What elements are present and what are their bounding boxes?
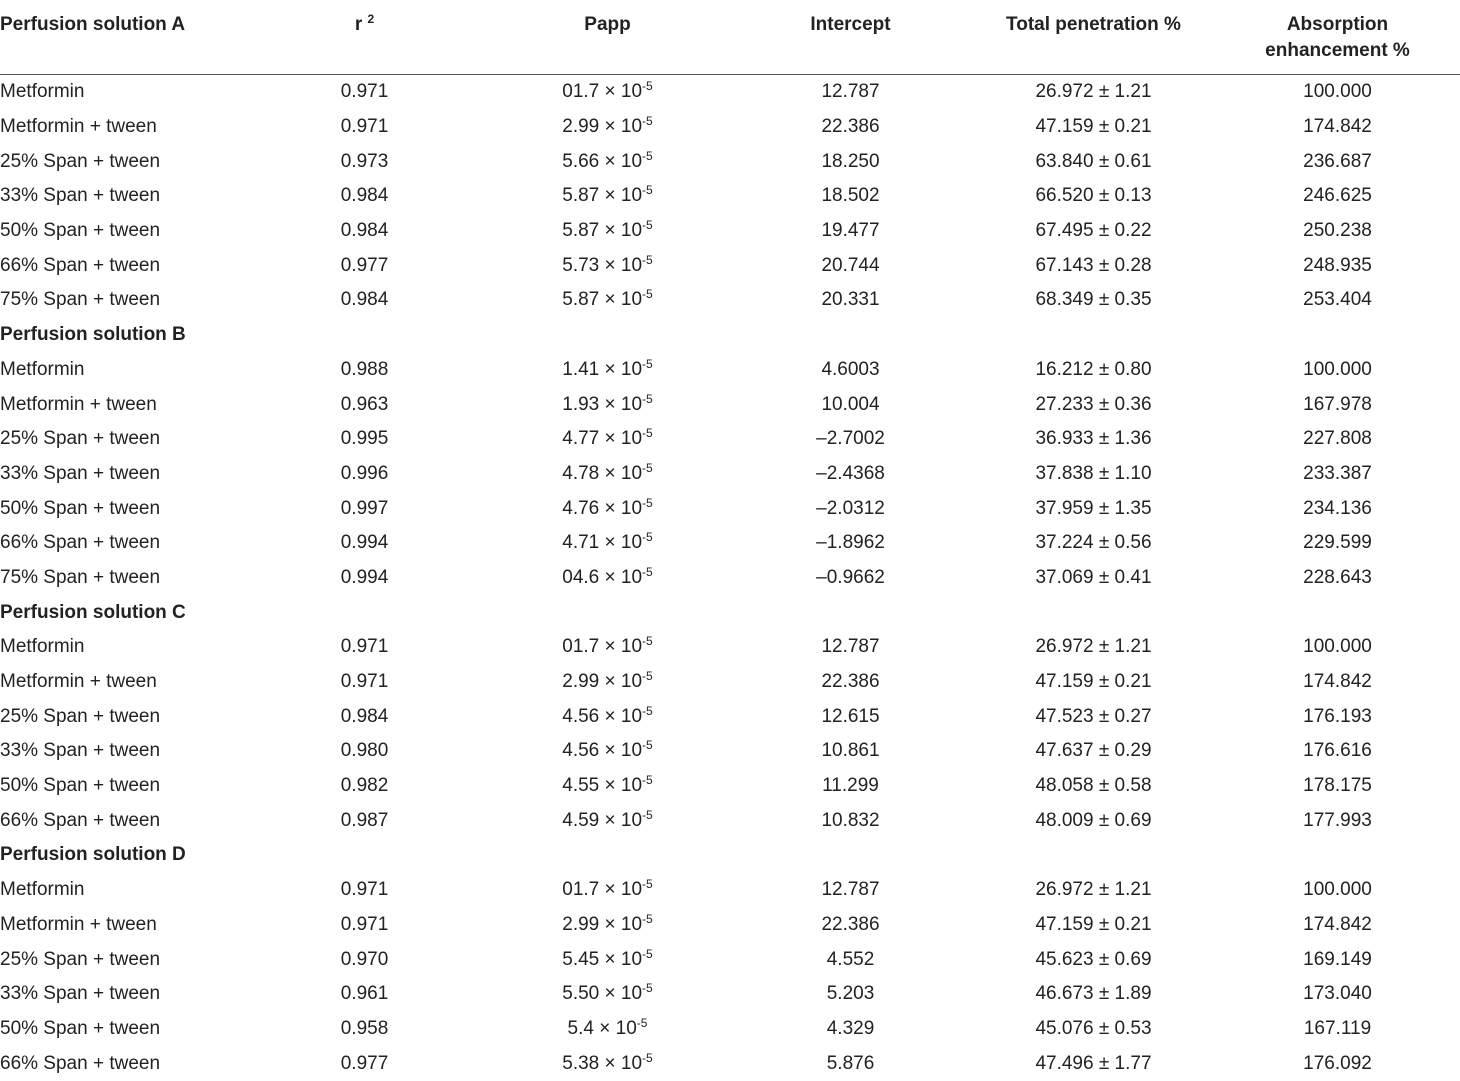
cell-absorption-enhancement: 169.149 (1303, 948, 1372, 970)
cell-sample-name: 50% Span + tween (0, 220, 161, 242)
papp-exponent: -5 (636, 1015, 648, 1030)
cell-sample-name: Metformin (0, 358, 85, 380)
cell-total-penetration: 46.673 ± 1.89 (1035, 983, 1152, 1005)
cell-intercept: 12.787 (821, 81, 880, 103)
papp-value: 4.76 (562, 497, 600, 519)
cell-r-squared: 0.980 (340, 740, 389, 762)
cell-absorption-enhancement: 167.119 (1303, 1017, 1372, 1039)
papp-value: 5.4 (567, 1017, 594, 1039)
papp-times: × 10 (604, 497, 643, 519)
header-absorption-line1: Absorption (1286, 14, 1389, 35)
papp-times: × 10 (604, 566, 643, 588)
cell-absorption-enhancement: 100.000 (1303, 358, 1372, 380)
papp-exponent: -5 (642, 738, 653, 753)
cell-papp (486, 491, 729, 526)
section-title: Perfusion solution B (0, 324, 186, 346)
papp-times: × 10 (604, 879, 643, 901)
papp-exponent: -5 (642, 877, 653, 892)
header-r-squared (243, 0, 486, 75)
cell-sample-name: 25% Span + tween (0, 428, 161, 450)
papp-exponent: -5 (642, 79, 653, 94)
cell-total-penetration: 47.637 ± 0.29 (1035, 740, 1152, 762)
cell-sample-name: Metformin + tween (0, 116, 157, 138)
cell-total-penetration: 48.009 ± 0.69 (1035, 809, 1152, 831)
papp-exponent: -5 (642, 773, 653, 788)
table-row (0, 908, 1460, 943)
cell-absorption-enhancement: 100.000 (1303, 879, 1372, 901)
header-r-base: r (354, 14, 363, 35)
papp-times: × 10 (604, 358, 643, 380)
cell-intercept: 5.876 (826, 1052, 875, 1074)
papp-exponent: -5 (642, 634, 653, 649)
table-row (0, 665, 1460, 700)
papp-value: 01.7 (562, 636, 600, 658)
papp-exponent: -5 (642, 530, 653, 545)
cell-sample-name: 33% Span + tween (0, 185, 161, 207)
cell-sample-name: 25% Span + tween (0, 948, 161, 970)
cell-absorption-enhancement: 236.687 (1303, 150, 1372, 172)
cell-r-squared: 0.995 (340, 428, 389, 450)
cell-papp (486, 144, 729, 179)
cell-intercept: 22.386 (821, 116, 880, 138)
papp-value: 4.59 (562, 809, 600, 831)
cell-absorption-enhancement: 178.175 (1303, 775, 1372, 797)
cell-papp (486, 214, 729, 249)
cell-papp (486, 942, 729, 977)
cell-intercept: 10.832 (821, 809, 880, 831)
papp-times: × 10 (604, 150, 643, 172)
cell-r-squared: 0.971 (340, 671, 389, 693)
cell-intercept: 4.329 (826, 1017, 875, 1039)
cell-total-penetration: 68.349 ± 0.35 (1035, 289, 1152, 311)
papp-exponent: -5 (642, 564, 653, 579)
cell-absorption-enhancement: 227.808 (1303, 428, 1372, 450)
cell-total-penetration: 26.972 ± 1.21 (1035, 636, 1152, 658)
cell-r-squared: 0.971 (340, 636, 389, 658)
cell-papp (486, 699, 729, 734)
table-row (0, 942, 1460, 977)
cell-sample-name: 66% Span + tween (0, 1052, 161, 1074)
cell-sample-name: 25% Span + tween (0, 150, 161, 172)
papp-times: × 10 (604, 532, 643, 554)
cell-absorption-enhancement: 246.625 (1303, 185, 1372, 207)
cell-papp (486, 1012, 729, 1047)
cell-total-penetration: 36.933 ± 1.36 (1035, 428, 1152, 450)
cell-papp (486, 769, 729, 804)
papp-value: 5.66 (562, 150, 600, 172)
cell-papp (486, 1046, 729, 1081)
cell-r-squared: 0.971 (340, 81, 389, 103)
cell-r-squared: 0.984 (340, 185, 389, 207)
cell-absorption-enhancement: 177.993 (1303, 809, 1372, 831)
cell-total-penetration: 66.520 ± 0.13 (1035, 185, 1152, 207)
cell-r-squared: 0.984 (340, 705, 389, 727)
table-row (0, 699, 1460, 734)
table-row (0, 977, 1460, 1012)
papp-times: × 10 (604, 116, 643, 138)
papp-times: × 10 (604, 1052, 643, 1074)
cell-papp (486, 908, 729, 943)
header-total-penetration: Total penetration % (972, 0, 1215, 75)
cell-intercept: –0.9662 (816, 566, 885, 588)
cell-r-squared: 0.958 (340, 1017, 389, 1039)
papp-times: × 10 (604, 636, 643, 658)
table-row (0, 873, 1460, 908)
cell-papp (486, 110, 729, 145)
cell-total-penetration: 26.972 ± 1.21 (1035, 879, 1152, 901)
cell-absorption-enhancement: 174.842 (1303, 671, 1372, 693)
cell-r-squared: 0.997 (340, 497, 389, 519)
cell-intercept: –1.8962 (816, 532, 885, 554)
table-row (0, 144, 1460, 179)
cell-papp (486, 630, 729, 665)
cell-papp (486, 734, 729, 769)
cell-r-squared: 0.971 (340, 913, 389, 935)
cell-intercept: –2.0312 (816, 497, 885, 519)
cell-papp (486, 422, 729, 457)
papp-times: × 10 (604, 428, 643, 450)
cell-absorption-enhancement: 250.238 (1303, 220, 1372, 242)
cell-papp (486, 248, 729, 283)
cell-r-squared: 0.963 (340, 393, 389, 415)
cell-sample-name: 50% Span + tween (0, 497, 161, 519)
papp-times: × 10 (604, 289, 643, 311)
cell-intercept: 22.386 (821, 671, 880, 693)
cell-intercept: 11.299 (822, 775, 879, 797)
header-absorption-enhancement (1215, 0, 1460, 75)
cell-sample-name: Metformin (0, 81, 85, 103)
papp-times: × 10 (604, 220, 643, 242)
cell-papp (486, 873, 729, 908)
papp-times: × 10 (604, 671, 643, 693)
cell-sample-name: 33% Span + tween (0, 983, 161, 1005)
cell-intercept: 10.004 (821, 393, 880, 415)
papp-exponent: -5 (642, 218, 653, 233)
cell-absorption-enhancement: 174.842 (1303, 116, 1372, 138)
header-perfusion-solution-a: Perfusion solution A (0, 0, 243, 75)
section-header-row (0, 838, 1460, 873)
cell-papp (486, 457, 729, 492)
cell-total-penetration: 45.076 ± 0.53 (1035, 1017, 1152, 1039)
table-body (0, 75, 1460, 1081)
table-row (0, 630, 1460, 665)
cell-sample-name: 66% Span + tween (0, 809, 161, 831)
header-row (0, 0, 1460, 75)
section-header-row (0, 318, 1460, 353)
papp-value: 5.87 (562, 220, 600, 242)
cell-papp (486, 75, 729, 110)
table-row (0, 1012, 1460, 1047)
cell-total-penetration: 67.495 ± 0.22 (1035, 220, 1152, 242)
papp-value: 2.99 (562, 913, 600, 935)
table-row (0, 491, 1460, 526)
cell-absorption-enhancement: 167.978 (1303, 393, 1372, 415)
papp-exponent: -5 (642, 148, 653, 163)
papp-exponent: -5 (642, 981, 653, 996)
section-title: Perfusion solution C (0, 601, 186, 623)
papp-value: 5.73 (562, 254, 600, 276)
cell-total-penetration: 47.523 ± 0.27 (1035, 705, 1152, 727)
papp-value: 1.93 (562, 393, 600, 415)
cell-r-squared: 0.970 (340, 948, 389, 970)
papp-value: 4.77 (562, 428, 600, 450)
cell-absorption-enhancement: 248.935 (1303, 254, 1372, 276)
papp-exponent: -5 (642, 911, 653, 926)
cell-papp (486, 387, 729, 422)
cell-total-penetration: 48.058 ± 0.58 (1035, 775, 1152, 797)
papp-exponent: -5 (642, 183, 653, 198)
cell-intercept: 10.861 (821, 740, 880, 762)
papp-times: × 10 (604, 948, 643, 970)
cell-absorption-enhancement: 229.599 (1303, 532, 1372, 554)
papp-value: 5.87 (562, 289, 600, 311)
papp-value: 5.38 (562, 1052, 600, 1074)
table-row (0, 248, 1460, 283)
cell-absorption-enhancement: 173.040 (1303, 983, 1372, 1005)
cell-r-squared: 0.994 (340, 566, 389, 588)
papp-exponent: -5 (642, 460, 653, 475)
cell-absorption-enhancement: 100.000 (1303, 636, 1372, 658)
table-row (0, 214, 1460, 249)
cell-intercept: 20.744 (821, 254, 880, 276)
cell-absorption-enhancement: 253.404 (1303, 289, 1372, 311)
cell-r-squared: 0.977 (340, 254, 389, 276)
papp-value: 01.7 (562, 879, 600, 901)
table-row (0, 422, 1460, 457)
cell-r-squared: 0.982 (340, 775, 389, 797)
cell-papp (486, 665, 729, 700)
papp-value: 4.78 (562, 462, 600, 484)
table-row (0, 734, 1460, 769)
cell-sample-name: 75% Span + tween (0, 289, 161, 311)
cell-absorption-enhancement: 176.193 (1303, 705, 1372, 727)
cell-intercept: 4.6003 (821, 358, 880, 380)
papp-exponent: -5 (642, 495, 653, 510)
cell-total-penetration: 37.224 ± 0.56 (1035, 532, 1152, 554)
cell-intercept: 20.331 (821, 289, 880, 311)
cell-total-penetration: 27.233 ± 0.36 (1035, 393, 1152, 415)
cell-sample-name: Metformin + tween (0, 913, 157, 935)
cell-intercept: 12.787 (821, 879, 880, 901)
cell-total-penetration: 47.496 ± 1.77 (1035, 1052, 1152, 1074)
papp-times: × 10 (604, 81, 643, 103)
cell-papp (486, 977, 729, 1012)
cell-sample-name: 75% Span + tween (0, 566, 161, 588)
papp-times: × 10 (604, 462, 643, 484)
cell-sample-name: Metformin (0, 636, 85, 658)
table-row (0, 353, 1460, 388)
header-r-exponent: 2 (367, 12, 375, 26)
papp-exponent: -5 (642, 252, 653, 267)
cell-total-penetration: 47.159 ± 0.21 (1035, 116, 1152, 138)
cell-r-squared: 0.973 (340, 150, 389, 172)
cell-sample-name: 66% Span + tween (0, 532, 161, 554)
cell-intercept: 12.615 (821, 705, 880, 727)
papp-exponent: -5 (642, 391, 653, 406)
cell-intercept: –2.4368 (816, 462, 885, 484)
cell-total-penetration: 37.959 ± 1.35 (1035, 497, 1152, 519)
papp-times: × 10 (604, 705, 643, 727)
header-intercept: Intercept (729, 0, 972, 75)
papp-exponent: -5 (642, 946, 653, 961)
cell-sample-name: 50% Span + tween (0, 1017, 161, 1039)
cell-intercept: 4.552 (826, 948, 875, 970)
papp-times: × 10 (604, 393, 643, 415)
papp-value: 4.56 (562, 740, 600, 762)
table-header (0, 0, 1460, 75)
papp-exponent: -5 (642, 426, 653, 441)
cell-absorption-enhancement: 228.643 (1303, 566, 1372, 588)
header-absorption-line2: enhancement % (1265, 40, 1410, 61)
papp-times: × 10 (604, 913, 643, 935)
cell-absorption-enhancement: 176.092 (1303, 1052, 1372, 1074)
table-row (0, 561, 1460, 596)
cell-intercept: –2.7002 (816, 428, 885, 450)
papp-value: 04.6 (562, 566, 600, 588)
table-row (0, 283, 1460, 318)
papp-value: 2.99 (562, 116, 600, 138)
cell-r-squared: 0.961 (340, 983, 389, 1005)
table-row (0, 803, 1460, 838)
table-row (0, 769, 1460, 804)
cell-sample-name: Metformin + tween (0, 393, 157, 415)
cell-r-squared: 0.994 (340, 532, 389, 554)
cell-total-penetration: 37.069 ± 0.41 (1035, 566, 1152, 588)
cell-r-squared: 0.996 (340, 462, 389, 484)
cell-r-squared: 0.988 (340, 358, 389, 380)
papp-exponent: -5 (642, 669, 653, 684)
cell-absorption-enhancement: 100.000 (1303, 81, 1372, 103)
cell-intercept: 12.787 (821, 636, 880, 658)
cell-r-squared: 0.971 (340, 116, 389, 138)
papp-exponent: -5 (642, 356, 653, 371)
table-row (0, 179, 1460, 214)
cell-total-penetration: 47.159 ± 0.21 (1035, 671, 1152, 693)
cell-r-squared: 0.984 (340, 289, 389, 311)
papp-times: × 10 (604, 740, 643, 762)
table-row (0, 1046, 1460, 1081)
cell-absorption-enhancement: 174.842 (1303, 913, 1372, 935)
cell-total-penetration: 63.840 ± 0.61 (1035, 150, 1152, 172)
papp-times: × 10 (604, 775, 643, 797)
cell-r-squared: 0.984 (340, 220, 389, 242)
cell-intercept: 19.477 (821, 220, 880, 242)
papp-value: 4.56 (562, 705, 600, 727)
papp-times: × 10 (604, 185, 643, 207)
papp-exponent: -5 (642, 114, 653, 129)
cell-total-penetration: 67.143 ± 0.28 (1035, 254, 1152, 276)
papp-value: 01.7 (562, 81, 600, 103)
papp-times: × 10 (604, 983, 643, 1005)
cell-papp (486, 283, 729, 318)
table-row (0, 387, 1460, 422)
cell-r-squared: 0.987 (340, 809, 389, 831)
cell-absorption-enhancement: 234.136 (1303, 497, 1372, 519)
cell-total-penetration: 26.972 ± 1.21 (1035, 81, 1152, 103)
cell-r-squared: 0.971 (340, 879, 389, 901)
cell-sample-name: 33% Span + tween (0, 740, 161, 762)
header-papp: Papp (486, 0, 729, 75)
papp-times: × 10 (599, 1017, 637, 1039)
cell-sample-name: 50% Span + tween (0, 775, 161, 797)
cell-sample-name: 25% Span + tween (0, 705, 161, 727)
papp-value: 2.99 (562, 671, 600, 693)
papp-times: × 10 (604, 809, 643, 831)
cell-intercept: 5.203 (826, 983, 875, 1005)
cell-papp (486, 353, 729, 388)
cell-total-penetration: 45.623 ± 0.69 (1035, 948, 1152, 970)
cell-papp (486, 561, 729, 596)
cell-total-penetration: 47.159 ± 0.21 (1035, 913, 1152, 935)
papp-value: 4.55 (562, 775, 600, 797)
cell-absorption-enhancement: 176.616 (1303, 740, 1372, 762)
papp-value: 5.45 (562, 948, 600, 970)
papp-value: 5.87 (562, 185, 600, 207)
cell-sample-name: 33% Span + tween (0, 462, 161, 484)
papp-times: × 10 (604, 254, 643, 276)
table-row (0, 75, 1460, 110)
cell-papp (486, 803, 729, 838)
section-title: Perfusion solution D (0, 844, 186, 866)
papp-exponent: -5 (642, 287, 653, 302)
papp-value: 4.71 (562, 532, 600, 554)
cell-intercept: 18.502 (821, 185, 880, 207)
papp-value: 5.50 (562, 983, 600, 1005)
cell-r-squared: 0.977 (340, 1052, 389, 1074)
cell-sample-name: Metformin (0, 879, 85, 901)
table-row (0, 457, 1460, 492)
papp-value: 1.41 (562, 358, 600, 380)
cell-total-penetration: 16.212 ± 0.80 (1035, 358, 1152, 380)
cell-intercept: 18.250 (821, 150, 880, 172)
papp-exponent: -5 (642, 1050, 653, 1065)
cell-total-penetration: 37.838 ± 1.10 (1035, 462, 1152, 484)
table-row (0, 526, 1460, 561)
cell-absorption-enhancement: 233.387 (1303, 462, 1372, 484)
cell-papp (486, 179, 729, 214)
section-header-row (0, 595, 1460, 630)
cell-intercept: 22.386 (821, 913, 880, 935)
cell-sample-name: Metformin + tween (0, 671, 157, 693)
papp-exponent: -5 (642, 703, 653, 718)
table-row (0, 110, 1460, 145)
papp-exponent: -5 (642, 807, 653, 822)
cell-sample-name: 66% Span + tween (0, 254, 161, 276)
cell-papp (486, 526, 729, 561)
